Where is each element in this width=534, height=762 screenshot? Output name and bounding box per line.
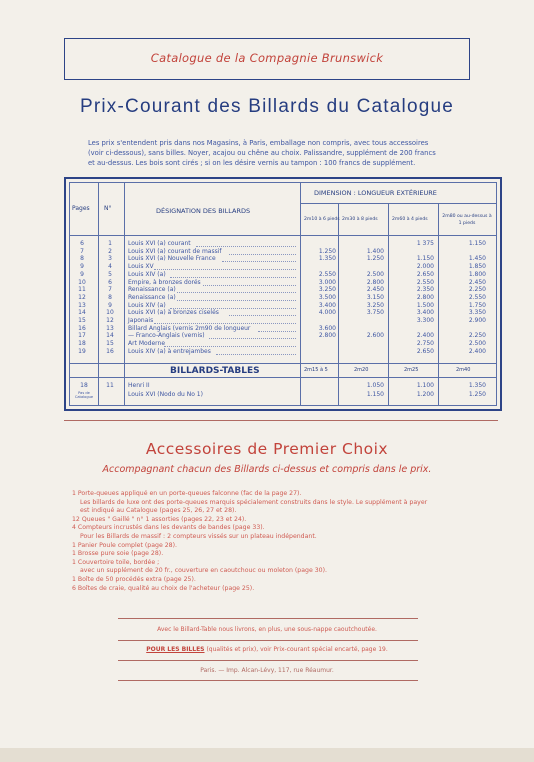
row-price-2: 2.600 xyxy=(366,332,384,340)
row-designation: Billard Anglais (vernis 2m90 de longueur xyxy=(128,324,251,332)
row-price-4: 1.800 xyxy=(468,270,486,278)
dim-col-2: 2m30 à 8 pieds xyxy=(342,217,378,222)
row-page: 18 xyxy=(80,382,88,389)
row-number: 5 xyxy=(108,270,112,278)
row-price-3: 1.200 xyxy=(416,391,434,398)
row-price-4: 2.550 xyxy=(468,293,486,301)
accessories-subtitle: Accompagnant chacun des Billards ci-dessus et compris dans le prix. xyxy=(102,464,432,475)
row-page: 13 xyxy=(78,301,86,309)
row-designation: Louis XV xyxy=(128,263,154,271)
row-page: 15 xyxy=(78,317,86,324)
price-table-inner xyxy=(69,182,497,406)
row-price-1: 3.500 xyxy=(318,293,336,301)
row-price-1: 3.000 xyxy=(318,278,336,286)
row-price-3: 2.400 xyxy=(416,332,434,340)
row-price-3: 3.300 xyxy=(416,317,434,324)
accessory-line: est indiqué au Catalogue (pages 25, 26, 27 et 28). xyxy=(80,507,237,515)
row-page: 7 xyxy=(80,247,84,255)
row-page: 10 xyxy=(78,278,86,286)
billard-table-note: Avec le Billard-Table nous livrons, en plus, une sous-nappe caoutchoutée. xyxy=(157,626,377,633)
row-price-3: 1.100 xyxy=(416,382,434,389)
accessory-line: 1 Porte-queues appliqué en un porte-queues falconne (fac de la page 27). xyxy=(72,490,302,497)
accessory-line: 4 Compteurs incrustés dans les devants de bandes (page 33). xyxy=(72,524,265,532)
row-price-3: 2.800 xyxy=(416,293,434,301)
row-price-2: 2.450 xyxy=(366,286,384,294)
row-price-2: 1.050 xyxy=(366,382,384,389)
row-number: 3 xyxy=(108,255,112,263)
row-page: 12 xyxy=(78,293,86,301)
row-number: 11 xyxy=(106,382,114,389)
tables-head-4: 2m40 xyxy=(456,367,471,373)
row-price-4: 2.400 xyxy=(468,347,486,355)
row-number: 4 xyxy=(108,263,112,271)
accessories-title: Accessoires de Premier Choix xyxy=(145,440,389,458)
row-price-2: 3.250 xyxy=(366,301,384,309)
intro-line-1: Les prix s'entendent pris dans nos Magasins, à Paris, emballage non compris, avec tous accessoires xyxy=(88,139,429,147)
row-designation: Art Moderne xyxy=(128,340,166,348)
row-designation: Louis XIV (a) à entrejambes xyxy=(128,347,211,355)
col-dimension-header: DIMENSION : LONGUEUR EXTÉRIEURE xyxy=(314,189,437,197)
row-price-4: 1.250 xyxy=(468,391,486,398)
row-number: 2 xyxy=(108,247,112,255)
row-price-4: 1.750 xyxy=(468,301,486,309)
row-number: 16 xyxy=(106,347,114,355)
row-price-3: 2.000 xyxy=(416,263,434,271)
row-price-1: 3.400 xyxy=(318,301,336,309)
row-price-1: 1.250 xyxy=(318,247,336,255)
row-price-4: 2.900 xyxy=(468,317,486,324)
row-price-4: 3.350 xyxy=(468,309,486,317)
row-number: 14 xyxy=(106,332,114,340)
row-price-4: 1.450 xyxy=(468,255,486,263)
row-designation: Henri II xyxy=(128,382,150,389)
accessory-line: 6 Boîtes de craie, qualité au choix de l'acheteur (page 25). xyxy=(72,584,255,592)
row-number: 6 xyxy=(108,278,112,286)
row-price-3: 1 375 xyxy=(416,240,434,247)
row-number: 15 xyxy=(106,340,114,348)
row-page: 19 xyxy=(78,347,86,355)
row-page: 6 xyxy=(80,240,84,247)
col-no-header: N° xyxy=(104,205,112,212)
accessory-line: 1 Brosse pure soie (page 28). xyxy=(72,550,164,558)
row-price-4: 2.500 xyxy=(468,340,486,348)
intro-line-2: (voir ci-dessous), sans billes. Noyer, acajou ou chêne au choix. Palissandre, supplément de 200 francs xyxy=(88,149,436,157)
row-price-2: 1.250 xyxy=(366,255,384,263)
row-designation: Renaissance (a) xyxy=(128,293,176,301)
row-designation: — Franco-Anglais (vernis) xyxy=(128,332,205,340)
row-page: 8 xyxy=(80,255,84,263)
row-price-2: 3.150 xyxy=(366,293,384,301)
row-number: 13 xyxy=(106,324,114,332)
row-price-3: 2.650 xyxy=(416,270,434,278)
row-price-1: 3.250 xyxy=(318,286,336,294)
row-page: 14 xyxy=(78,309,86,317)
row-price-1: 1.350 xyxy=(318,255,336,263)
col-designation-header: DÉSIGNATION DES BILLARDS xyxy=(156,207,251,215)
accessory-line: Pour les Billards de massif : 2 compteurs vissés sur un plateau indépendant. xyxy=(80,532,317,540)
row-price-4: 2.250 xyxy=(468,332,486,340)
intro-line-3: et au-dessus. Les bois sont cirés ; si on les désire vernis au tampon : 100 francs de supplément. xyxy=(88,159,416,167)
row-price-4: 2.250 xyxy=(468,286,486,294)
row-price-3: 3.400 xyxy=(416,309,434,317)
accessory-line: 1 Boîte de 50 procédés extra (page 25). xyxy=(72,575,196,583)
row-price-4: 1.150 xyxy=(468,240,486,247)
row-number: 8 xyxy=(108,293,112,301)
catalogue-header-box xyxy=(64,38,470,80)
row-designation: Louis XIV (a) xyxy=(128,301,166,309)
price-table xyxy=(64,177,502,411)
row-page: 17 xyxy=(78,332,86,340)
row-price-3: 2.650 xyxy=(416,347,434,355)
row-price-2: 3.750 xyxy=(366,309,384,317)
row-price-3: 2.350 xyxy=(416,286,434,294)
row-number: 9 xyxy=(108,301,112,309)
row-page: 18 xyxy=(78,340,86,348)
row-page: 9 xyxy=(80,270,84,278)
billards-tables-label: BILLARDS-TABLES xyxy=(170,366,260,376)
row-number: 12 xyxy=(106,317,114,324)
row-number: 7 xyxy=(108,286,112,294)
billes-note-label: POUR LES BILLES xyxy=(146,646,205,653)
row-price-1: 4.000 xyxy=(318,309,336,317)
row-designation: Louis XVI (a) courant de massif xyxy=(128,247,222,255)
row-price-4: 2.450 xyxy=(468,278,486,286)
row-price-1: 3.600 xyxy=(318,324,336,332)
row-price-1: 2.550 xyxy=(318,270,336,278)
row-price-1: 2.800 xyxy=(318,332,336,340)
row-price-2: 2.800 xyxy=(366,278,384,286)
page-title: Prix-Courant des Billards du Catalogue xyxy=(79,96,455,117)
row-designation: Louis XVI (a) courant xyxy=(128,240,191,247)
tables-head-2: 2m20 xyxy=(354,367,369,373)
dim-col-1: 2m10 à 6 pieds xyxy=(304,217,340,222)
row-price-4: 1.850 xyxy=(468,263,486,271)
row-number: 10 xyxy=(106,309,114,317)
row-price-3: 2.750 xyxy=(416,340,434,348)
row-page: 16 xyxy=(78,324,86,332)
accessory-line: 1 Couvertoire toile, bordée ; xyxy=(72,558,160,566)
accessory-line: avec un supplément de 20 fr., couverture en caoutchouc ou moleton (page 30). xyxy=(80,567,327,575)
row-page: 11 xyxy=(78,286,86,294)
dim-col-4: 2m80 ou au-dessus à 1 pieds xyxy=(442,214,492,226)
row-price-2: 1.150 xyxy=(366,391,384,398)
accessory-line: Les billards de luxe ont des porte-queues marquis spécialement construits dans le style. Le supplément à payer xyxy=(80,498,428,506)
row-price-3: 1.150 xyxy=(416,255,434,263)
row-price-3: 1.500 xyxy=(416,301,434,309)
col-pages-header: Pages xyxy=(72,205,90,212)
billes-note xyxy=(0,646,534,653)
accessory-line: 12 Queues " Gaillé " n° 1 assorties (pages 22, 23 et 24). xyxy=(72,515,247,523)
row-designation: Empire, à bronzes dorés xyxy=(128,278,201,286)
row-designation: Louis XVI (a) Nouvelle France xyxy=(128,255,216,263)
accessories-list xyxy=(72,490,512,593)
row-designation: Louis XIV (a) xyxy=(128,270,166,278)
printer-imprint: Paris. — Imp. Alcan-Lévy, 117, rue Réaumur. xyxy=(200,667,334,674)
row-page: Pas de Catalogue xyxy=(74,391,94,399)
row-price-2: 1.400 xyxy=(366,247,384,255)
dim-col-3: 2m60 à 4 pieds xyxy=(392,217,428,222)
row-designation: Louis XVI (a) à bronzes ciselés xyxy=(128,309,219,317)
tables-head-3: 2m25 xyxy=(404,367,419,373)
row-price-3: 2.550 xyxy=(416,278,434,286)
row-page: 9 xyxy=(80,263,84,271)
accessory-line: 1 Panier Poule complet (page 28). xyxy=(72,541,177,549)
row-price-2: 2.500 xyxy=(366,270,384,278)
billes-note-text: (qualités et prix), voir Prix-courant spécial encarté, page 19. xyxy=(206,646,388,653)
intro-text xyxy=(88,138,498,168)
catalogue-label: Catalogue de la Compagnie Brunswick xyxy=(150,51,384,65)
row-price-4: 1.350 xyxy=(468,382,486,389)
row-designation: Louis XVI (Nodo du No 1) xyxy=(128,391,203,398)
row-number: 1 xyxy=(108,240,112,247)
row-designation: Renaissance (a) xyxy=(128,286,176,294)
row-designation: Japonais xyxy=(128,317,154,324)
tables-head-1: 2m15 à 5 xyxy=(304,367,328,373)
